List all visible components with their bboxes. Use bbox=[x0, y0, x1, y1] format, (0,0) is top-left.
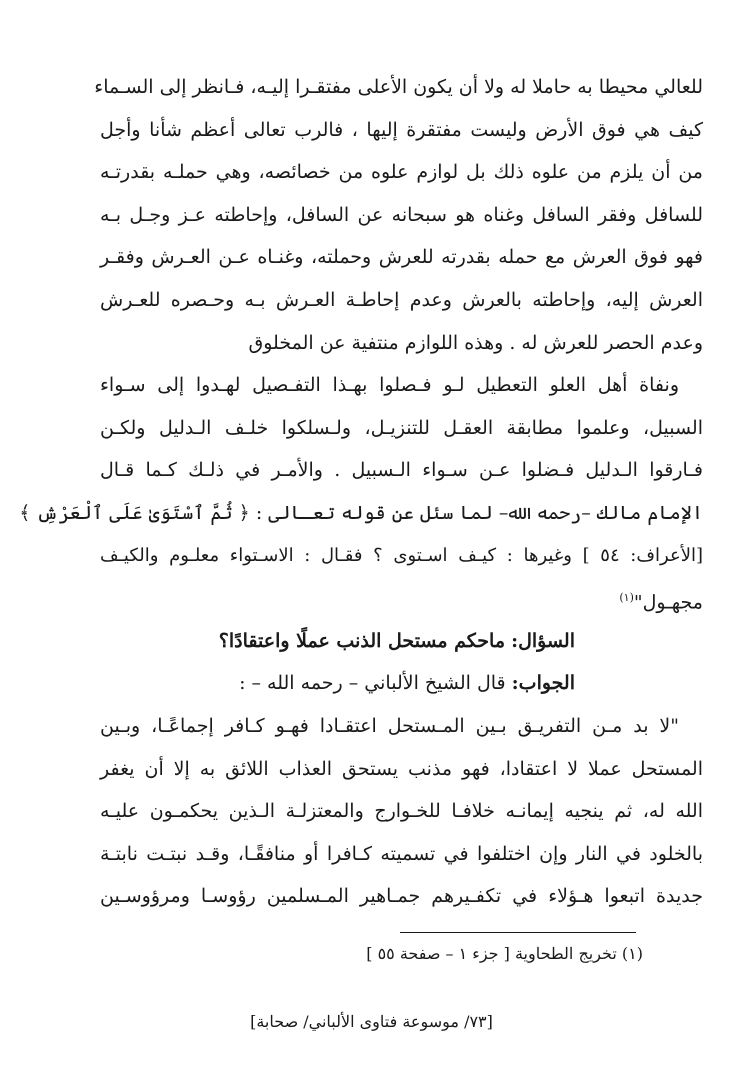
text-line-4: للسافل وفقر السافل وغناه هو سبحانه عن السافل، وإحاطته عـز وجـل بـه bbox=[100, 203, 703, 226]
text-line-13 bbox=[100, 577, 703, 620]
text-line-5: فهو فوق العرش مع حمله بقدرته للعرش وحملته، وغنـاه عـن العـرش وفقـر bbox=[100, 246, 703, 269]
question-label: السؤال: bbox=[511, 629, 575, 652]
text-line-9: السبيل، وعلموا مطابقة العقـل للتنزيـل، ولـسلكوا خلـف الـدليل ولكـن bbox=[100, 416, 703, 439]
answer-line-5: جديدة اتبعوا هـؤلاء في تكفـيرهم جمـاهير المـسلمين رؤوسـا ومرؤوسـين bbox=[100, 885, 703, 908]
text-line-7: وعدم الحصر للعرش له . وهذه اللوازم منتفية عن المخلوق bbox=[248, 331, 703, 354]
footnote-marker: (١) bbox=[619, 591, 634, 605]
answer-line-1: "لا بد مـن التفريـق بـين المـستحل اعتقـادا فهـو كـافر إجماعًـا، وبـين bbox=[100, 714, 679, 737]
answer-line bbox=[100, 662, 703, 705]
answer-line-2: المستحل عملا لا اعتقادا، فهو مذنب يستحق العذاب اللائق به إلا أن يغفر bbox=[100, 757, 703, 780]
text-line-13-text: مجهـول" bbox=[633, 591, 703, 614]
text-line-10: فـارقوا الـدليل فـضلوا عـن سـواء الـسبيل . والأمـر في ذلـك كـما قـال bbox=[100, 459, 703, 482]
text-line-6: العرش إليه، وإحاطته بالعرش وعدم إحاطـة العـرش بـه وحـصره للعـرش bbox=[100, 288, 703, 311]
text-line-8: ونفاة أهل العلو التعطيل لـو فـصلوا بهـذا التفـصيل لهـدوا إلى سـواء bbox=[100, 374, 679, 397]
answer-line-3: الله له، ثم ينجيه إيمانـه خلافـا للخـوارج والمعتزلـة الـذين يحكمـون عليـه bbox=[100, 800, 703, 823]
text-line-3: من أن يلزم من علوه ذلك بل لوازم علوه من خصائصه، وهي حملـه بقدرتـه bbox=[100, 161, 703, 184]
answer-label: الجواب: bbox=[511, 672, 575, 695]
answer-line-4: بالخلود في النار وإن اختلفوا في تسميته كـافرا أو منافقًـا، وقـد نبتـت نابتـة bbox=[100, 842, 703, 865]
body-text bbox=[19, 66, 703, 918]
question-line bbox=[100, 620, 703, 663]
text-line-12: [الأعراف: ٥٤ ] وغيرها : كيـف اسـتوى ؟ فقـال : الاسـتواء معلـوم والكيـف bbox=[100, 544, 703, 566]
text-line-1: للعالي محيطا به حاملا له ولا أن يكون الأعلى مفتقـرا إليـه، فـانظر إلى السـماء bbox=[94, 76, 703, 98]
page-footer: [٧٣/ موسوعة فتاوى الألباني/ صحابة] bbox=[250, 1012, 493, 1031]
footnote-divider bbox=[400, 932, 636, 933]
text-line-2: كيف هي فوق الأرض وليست مفتقرة إليها ، فالرب تعالى أعظم شأنا وأجل bbox=[100, 118, 703, 141]
question-text: ماحكم مستحل الذنب عملًا واعتقادًا؟ bbox=[218, 629, 506, 652]
text-line-11: الإمام مالك –رحمه الله– لما سئل عن قوله تعـالى : ﴿ ثُمَّ ٱسْتَوَىٰ عَلَى ٱلْعَرْشِ ﴾ bbox=[19, 501, 703, 524]
footnote: (١) تخريج الطحاوية [ جزء ١ – صفحة ٥٥ ] bbox=[366, 944, 643, 963]
answer-intro: قال الشيخ الألباني – رحمه الله – : bbox=[239, 672, 506, 695]
